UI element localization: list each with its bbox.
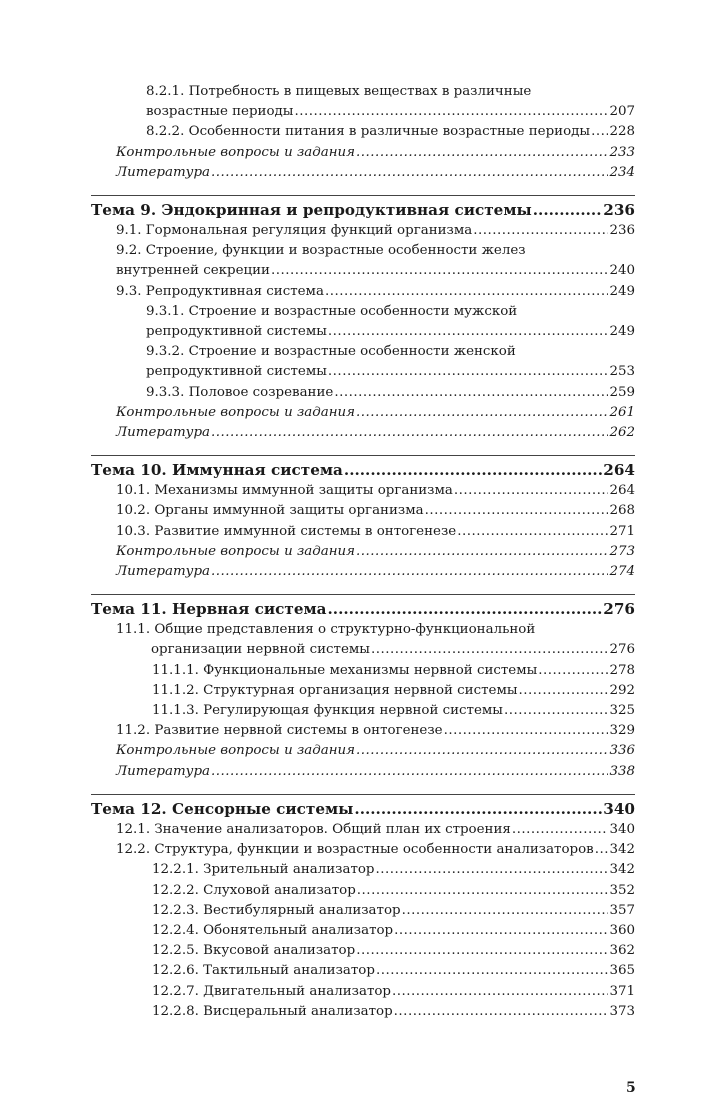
toc-entry xyxy=(91,542,635,562)
dot-leader xyxy=(356,542,608,562)
toc-entry-title: организации нервной системы xyxy=(151,642,370,658)
toc-entry-title: 11.1.2. Структурная организация нервной системы xyxy=(152,682,518,698)
toc-page-number: 357 xyxy=(609,902,635,918)
toc-entry-title: 12.2.1. Зрительный анализатор xyxy=(152,862,375,878)
toc-entry-title: Контрольные вопросы и задания xyxy=(116,543,356,559)
toc-page-number: 340 xyxy=(609,821,635,837)
toc-entry-line: 9.3.2. Строение и возрастные особенности женской xyxy=(146,344,516,360)
toc-entry-title: Контрольные вопросы и задания xyxy=(116,144,356,160)
toc-entry-title: 9.1. Гормональная регуляция функций организма xyxy=(116,223,473,239)
toc-entry-title: 9.3.3. Половое созревание xyxy=(146,384,334,400)
dot-leader xyxy=(595,840,609,860)
dot-leader xyxy=(444,721,609,741)
dot-leader xyxy=(356,403,608,423)
toc-entry xyxy=(91,322,635,342)
toc-page-number: 262 xyxy=(609,425,635,441)
toc-entry xyxy=(91,961,635,981)
toc-page-number: 264 xyxy=(609,483,635,499)
toc-topic-heading xyxy=(91,594,635,620)
toc-entry-title: 10.2. Органы иммунной защиты организма xyxy=(116,503,424,519)
toc-topic-heading xyxy=(91,195,635,221)
toc-entry-title: 10.1. Механизмы иммунной защиты организма xyxy=(116,483,453,499)
toc-page-number: 371 xyxy=(609,983,635,999)
toc-page-number: 360 xyxy=(609,922,635,938)
toc-entry xyxy=(91,681,635,701)
toc-page-number: 338 xyxy=(609,763,635,779)
toc-entry-title: Литература xyxy=(116,763,210,779)
toc-entry xyxy=(91,163,635,183)
toc-page-number: 278 xyxy=(609,662,635,678)
dot-leader xyxy=(504,701,608,721)
toc-entry-title: 11.1.3. Регулирующая функция нервной системы xyxy=(152,703,503,719)
toc-page-number: 233 xyxy=(609,144,635,160)
toc-page-number: 352 xyxy=(609,882,635,898)
toc-entry xyxy=(91,481,635,501)
toc-entry xyxy=(91,1002,635,1022)
dot-leader xyxy=(211,163,608,183)
toc-entry xyxy=(91,982,635,1002)
toc-entry-line: 9.3.1. Строение и возрастные особенности мужской xyxy=(146,303,518,319)
dot-leader xyxy=(344,460,602,481)
toc-entry xyxy=(91,501,635,521)
toc-page-number: 207 xyxy=(609,104,635,120)
toc-page-number: 292 xyxy=(609,682,635,698)
dot-leader xyxy=(211,562,608,582)
page-number: 5 xyxy=(626,1080,636,1096)
dot-leader xyxy=(328,599,603,620)
toc-page-number: 276 xyxy=(603,600,635,619)
toc-entry-title: 12.1. Значение анализаторов. Общий план их строения xyxy=(116,821,511,837)
toc-entry xyxy=(91,102,635,122)
toc-entry xyxy=(91,661,635,681)
toc-page-number: 329 xyxy=(609,723,635,739)
toc-entry-title: Тема 10. Иммунная система xyxy=(91,461,343,480)
toc-page-number: 259 xyxy=(609,384,635,400)
dot-leader xyxy=(354,799,602,820)
toc-entry-title: 11.2. Развитие нервной системы в онтогенезе xyxy=(116,723,443,739)
toc-page-number: 365 xyxy=(609,963,635,979)
toc-page-number: 342 xyxy=(609,862,635,878)
toc-entry xyxy=(91,762,635,782)
toc-page-number: 336 xyxy=(609,743,635,759)
dot-leader xyxy=(334,383,608,403)
dot-leader xyxy=(328,322,609,342)
dot-leader xyxy=(591,122,608,142)
toc-page-number: 276 xyxy=(609,642,635,658)
toc-entry xyxy=(91,403,635,423)
toc-entry-title: Контрольные вопросы и задания xyxy=(116,404,356,420)
toc-entry-title: репродуктивной системы xyxy=(146,364,327,380)
dot-leader xyxy=(394,921,608,941)
toc-entry-title: внутренней секреции xyxy=(116,263,270,279)
dot-leader xyxy=(294,102,608,122)
toc-entry xyxy=(91,901,635,921)
toc-entry xyxy=(91,840,635,860)
toc-entry xyxy=(91,701,635,721)
toc-entry-line: 8.2.1. Потребность в пищевых веществах в различные xyxy=(146,84,532,99)
toc-entry xyxy=(91,721,635,741)
toc-page-number: 249 xyxy=(609,283,635,299)
toc-entry xyxy=(91,261,635,281)
dot-leader xyxy=(211,423,608,443)
dot-leader xyxy=(357,881,609,901)
toc-entry-title: 12.2.6. Тактильный анализатор xyxy=(152,963,375,979)
dot-leader xyxy=(356,143,608,163)
toc-entry-title: 10.3. Развитие иммунной системы в онтогенезе xyxy=(116,523,457,539)
dot-leader xyxy=(376,860,609,880)
toc-entry xyxy=(91,362,635,382)
toc-entry-title: Литература xyxy=(116,425,210,441)
dot-leader xyxy=(376,961,609,981)
toc-entry-title: 8.2.2. Особенности питания в различные возрастные периоды xyxy=(146,124,591,140)
toc-page-number: 228 xyxy=(609,124,635,140)
toc-topic-heading xyxy=(91,455,635,481)
dot-leader xyxy=(271,261,608,281)
table-of-contents xyxy=(91,82,635,1022)
dot-leader xyxy=(473,221,608,241)
dot-leader xyxy=(454,481,609,501)
dot-leader xyxy=(533,200,603,221)
dot-leader xyxy=(402,901,609,921)
toc-entry-title: репродуктивной системы xyxy=(146,324,327,340)
dot-leader xyxy=(538,661,608,681)
toc-entry-title: 12.2.4. Обонятельный анализатор xyxy=(152,922,394,938)
toc-entry xyxy=(91,941,635,961)
toc-page-number: 273 xyxy=(609,543,635,559)
toc-entry xyxy=(91,921,635,941)
toc-page-number: 274 xyxy=(609,564,635,580)
toc-entry-title: 12.2.3. Вестибулярный анализатор xyxy=(152,902,401,918)
toc-entry-title: 11.1.1. Функциональные механизмы нервной системы xyxy=(152,662,538,678)
dot-leader xyxy=(392,982,608,1002)
toc-entry-title: 12.2.5. Вкусовой анализатор xyxy=(152,943,356,959)
toc-entry-title: Тема 11. Нервная система xyxy=(91,600,327,619)
toc-entry xyxy=(91,143,635,163)
toc-page-number: 340 xyxy=(603,799,635,818)
dot-leader xyxy=(328,362,609,382)
toc-page-number: 261 xyxy=(609,404,635,420)
toc-entry-title: Тема 9. Эндокринная и репродуктивная системы xyxy=(91,201,532,220)
toc-page-number: 342 xyxy=(609,842,635,858)
toc-page-number: 264 xyxy=(603,461,635,480)
toc-entry-title: Контрольные вопросы и задания xyxy=(116,743,356,759)
toc-entry xyxy=(91,122,635,142)
toc-page-number: 325 xyxy=(609,703,635,719)
toc-entry-title: Тема 12. Сенсорные системы xyxy=(91,799,354,818)
dot-leader xyxy=(371,640,608,660)
toc-page-number: 268 xyxy=(609,503,635,519)
dot-leader xyxy=(457,522,608,542)
toc-page-number: 271 xyxy=(609,523,635,539)
toc-entry xyxy=(91,221,635,241)
toc-entry-title: 12.2.2. Слуховой анализатор xyxy=(152,882,356,898)
toc-page-number: 240 xyxy=(609,263,635,279)
toc-entry xyxy=(91,881,635,901)
toc-entry xyxy=(91,640,635,660)
dot-leader xyxy=(519,681,609,701)
dot-leader xyxy=(356,941,608,961)
toc-entry-title: 12.2.8. Висцеральный анализатор xyxy=(152,1003,393,1019)
toc-entry xyxy=(91,860,635,880)
toc-entry-line: 9.2. Строение, функции и возрастные особенности желез xyxy=(116,243,526,259)
toc-entry xyxy=(91,423,635,443)
toc-page-number: 253 xyxy=(609,364,635,380)
toc-entry-title: 12.2.7. Двигательный анализатор xyxy=(152,983,391,999)
dot-leader xyxy=(325,282,609,302)
toc-page-number: 236 xyxy=(603,201,635,220)
toc-entry-title: Литература xyxy=(116,164,210,180)
toc-entry xyxy=(91,522,635,542)
toc-page-number: 236 xyxy=(609,223,635,239)
toc-entry xyxy=(91,383,635,403)
dot-leader xyxy=(211,762,608,782)
toc-page-number: 234 xyxy=(609,164,635,180)
toc-entry-title: Литература xyxy=(116,564,210,580)
toc-entry xyxy=(91,820,635,840)
toc-entry xyxy=(91,741,635,761)
toc-page-number: 362 xyxy=(609,943,635,959)
dot-leader xyxy=(425,501,609,521)
toc-entry-title: 9.3. Репродуктивная система xyxy=(116,283,324,299)
toc-entry xyxy=(91,562,635,582)
toc-topic-heading xyxy=(91,794,635,820)
toc-page-number: 249 xyxy=(609,324,635,340)
toc-entry-title: возрастные периоды xyxy=(146,104,294,120)
toc-entry xyxy=(91,282,635,302)
toc-page-number: 373 xyxy=(609,1003,635,1019)
dot-leader xyxy=(356,741,608,761)
toc-entry-title: 12.2. Структура, функции и возрастные особенности анализаторов xyxy=(116,842,594,858)
dot-leader xyxy=(394,1002,609,1022)
dot-leader xyxy=(512,820,609,840)
toc-entry-line: 11.1. Общие представления о структурно-функциональной xyxy=(116,622,536,638)
